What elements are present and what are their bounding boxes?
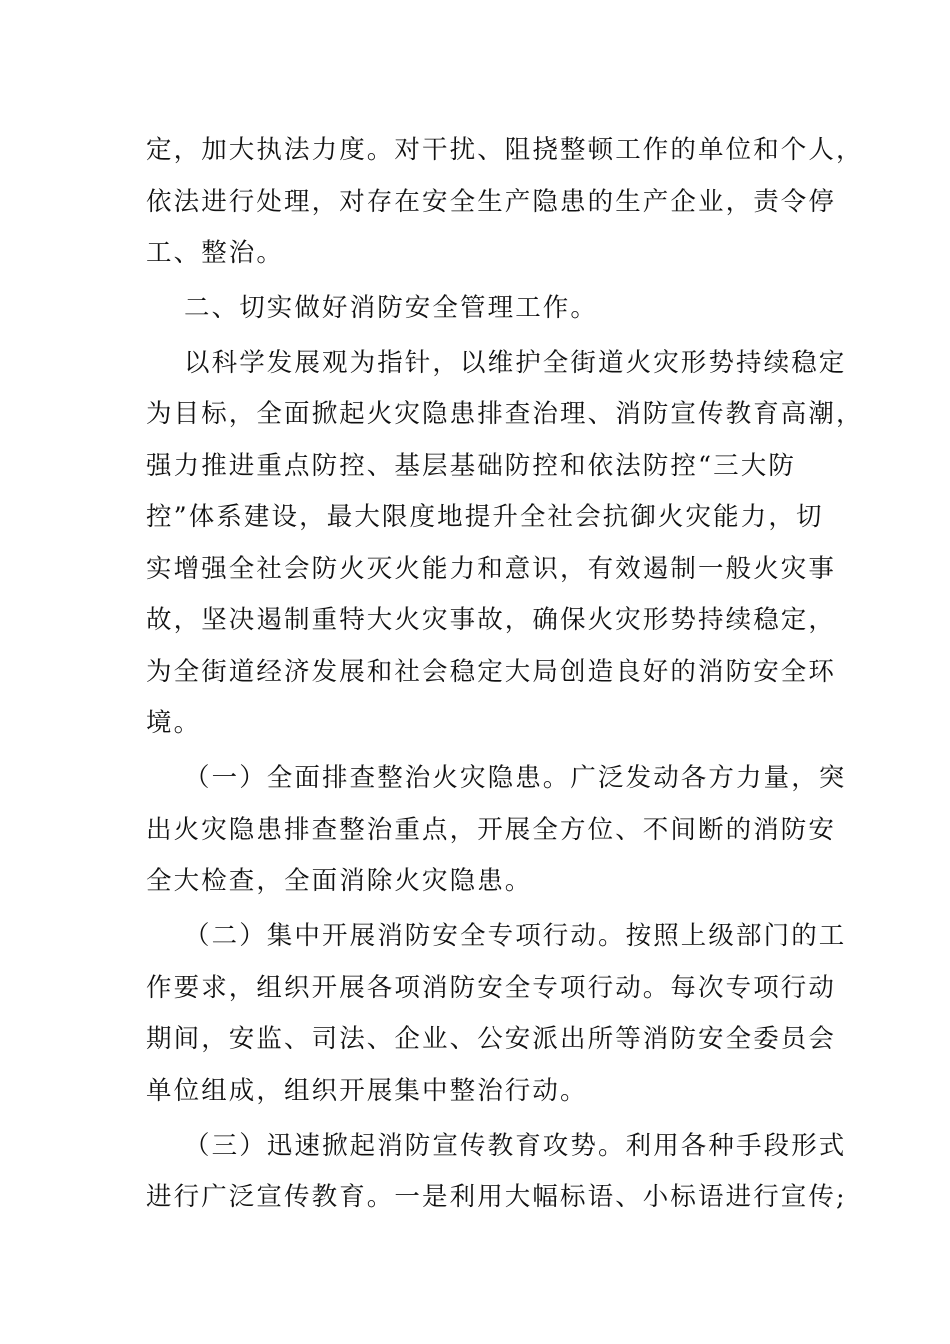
section-heading: 二、切实做好消防安全管理工作。	[184, 293, 599, 323]
body-text-line: 强力推进重点防控、基层基础防控和依法防控“三大防	[146, 451, 796, 481]
body-text-line: 境。	[146, 708, 202, 738]
body-text-line: 依法进行处理，对存在安全生产隐患的生产企业，责令停	[146, 187, 837, 217]
body-text-line: 实增强全社会防火灭火能力和意识，有效遏制一般火灾事	[146, 554, 837, 584]
list-item-text: （二）集中开展消防安全专项行动。按照上级部门的工	[184, 921, 847, 951]
body-text-line: 作要求，组织开展各项消防安全专项行动。每次专项行动	[146, 973, 837, 1003]
body-text-line: 控”体系建设，最大限度地提升全社会抗御火灾能力，切	[146, 502, 824, 532]
body-text-line: 全大检查，全面消除火灾隐患。	[146, 866, 533, 896]
body-text-line: 为目标，全面掀起火灾隐患排查治理、消防宣传教育高潮，	[146, 399, 864, 429]
body-text-line: 工、整治。	[146, 238, 285, 268]
body-text-line: 出火灾隐患排查整治重点，开展全方位、不间断的消防安	[146, 815, 837, 845]
body-text-line: 以科学发展观为指针，以维护全街道火灾形势持续稳定	[184, 348, 847, 378]
body-text-line: 故，坚决遏制重特大火灾事故，确保火灾形势持续稳定，	[146, 605, 837, 635]
body-text-line: 定，加大执法力度。对干扰、阻挠整顿工作的单位和个人，	[146, 135, 864, 165]
body-text-line: 为全街道经济发展和社会稳定大局创造良好的消防安全环	[146, 657, 837, 687]
body-text-line: 单位组成，组织开展集中整治行动。	[146, 1076, 588, 1106]
list-item-text: （一）全面排查整治火灾隐患。广泛发动各方力量，突	[184, 763, 847, 793]
list-item-text: （三）迅速掀起消防宣传教育攻势。利用各种手段形式	[184, 1131, 847, 1161]
body-text-line: 进行广泛宣传教育。一是利用大幅标语、小标语进行宣传;	[146, 1182, 847, 1212]
body-text-line: 期间，安监、司法、企业、公安派出所等消防安全委员会	[146, 1024, 837, 1054]
